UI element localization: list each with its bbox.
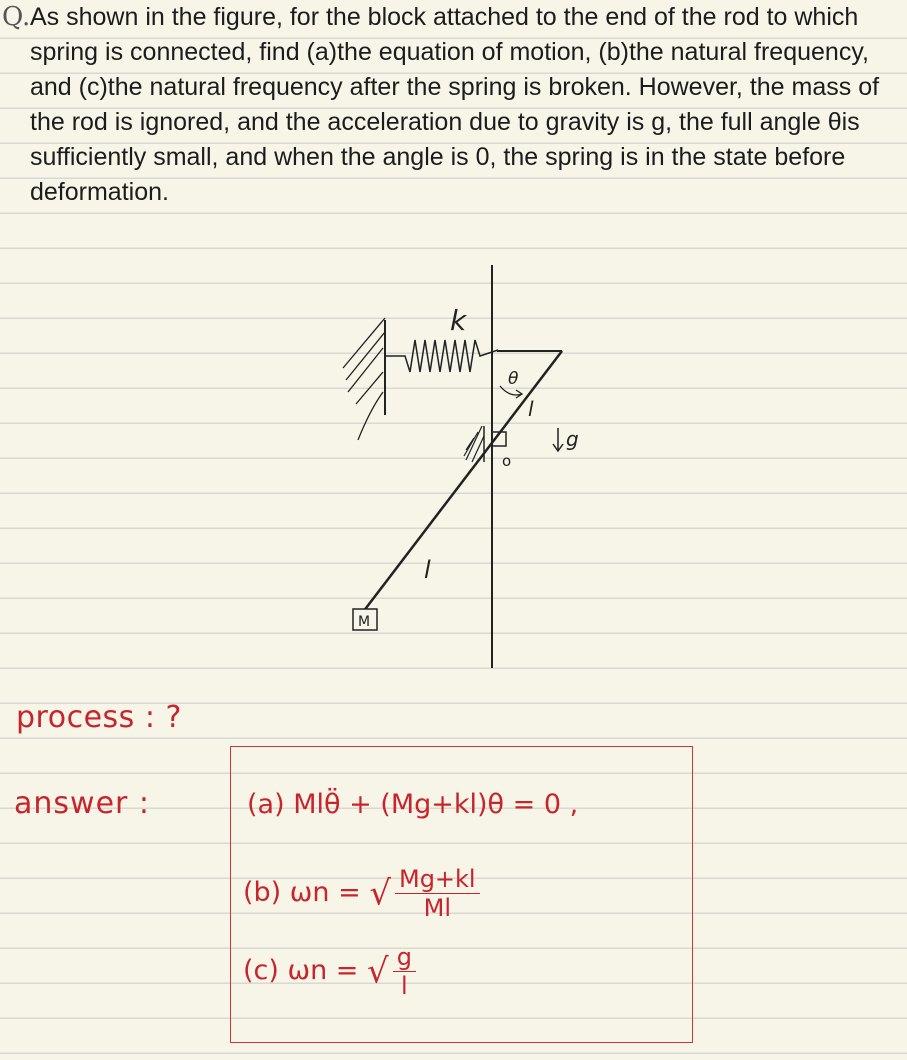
answer-c-numerator: g xyxy=(393,943,416,972)
answer-c xyxy=(243,943,416,1000)
answer-c-denominator: l xyxy=(400,972,408,1000)
angle-arrow-icon xyxy=(516,390,522,398)
rod xyxy=(363,351,562,612)
answer-a: (a) Mlθ̈ + (Mg+kl)θ = 0 , xyxy=(247,789,579,820)
answer-b-prefix: (b) ωn = xyxy=(243,877,361,908)
upper-length-label: l xyxy=(528,397,534,421)
angle-label: θ xyxy=(508,369,519,389)
answer-box xyxy=(230,746,693,1043)
answer-b-numerator: Mg+kl xyxy=(395,865,480,894)
lower-length-label: l xyxy=(424,556,431,584)
spring-label: k xyxy=(450,304,467,337)
gravity-label: g xyxy=(566,427,579,451)
answer-c-prefix: (c) ωn = xyxy=(243,955,359,986)
answer-c-fraction xyxy=(393,943,416,1000)
wall-hatch xyxy=(343,318,385,440)
answer-b xyxy=(243,865,480,922)
spring xyxy=(386,340,498,372)
pivot-label: o xyxy=(502,452,512,470)
process-label: process : ? xyxy=(16,700,182,735)
question-marker: Q. xyxy=(2,2,31,32)
sqrt-icon: √ xyxy=(369,873,391,914)
question-text: As shown in the figure, for the block attached to the end of the rod to which spring is connected, find (a)the equation of motion, (b)the natural frequency, and (c)the natural frequency after the spring is broken. However, the mass of the rod is ignored, and the acceleration due to gravity is g, the full angle θis sufficiently small, and when the angle is 0, the spring is in the state before deformation. xyxy=(30,3,880,206)
mass-label: M xyxy=(358,614,371,630)
sqrt-icon: √ xyxy=(367,951,389,992)
answer-label: answer : xyxy=(14,786,150,821)
answer-b-denominator: Ml xyxy=(423,894,451,922)
answer-b-fraction xyxy=(395,865,480,922)
